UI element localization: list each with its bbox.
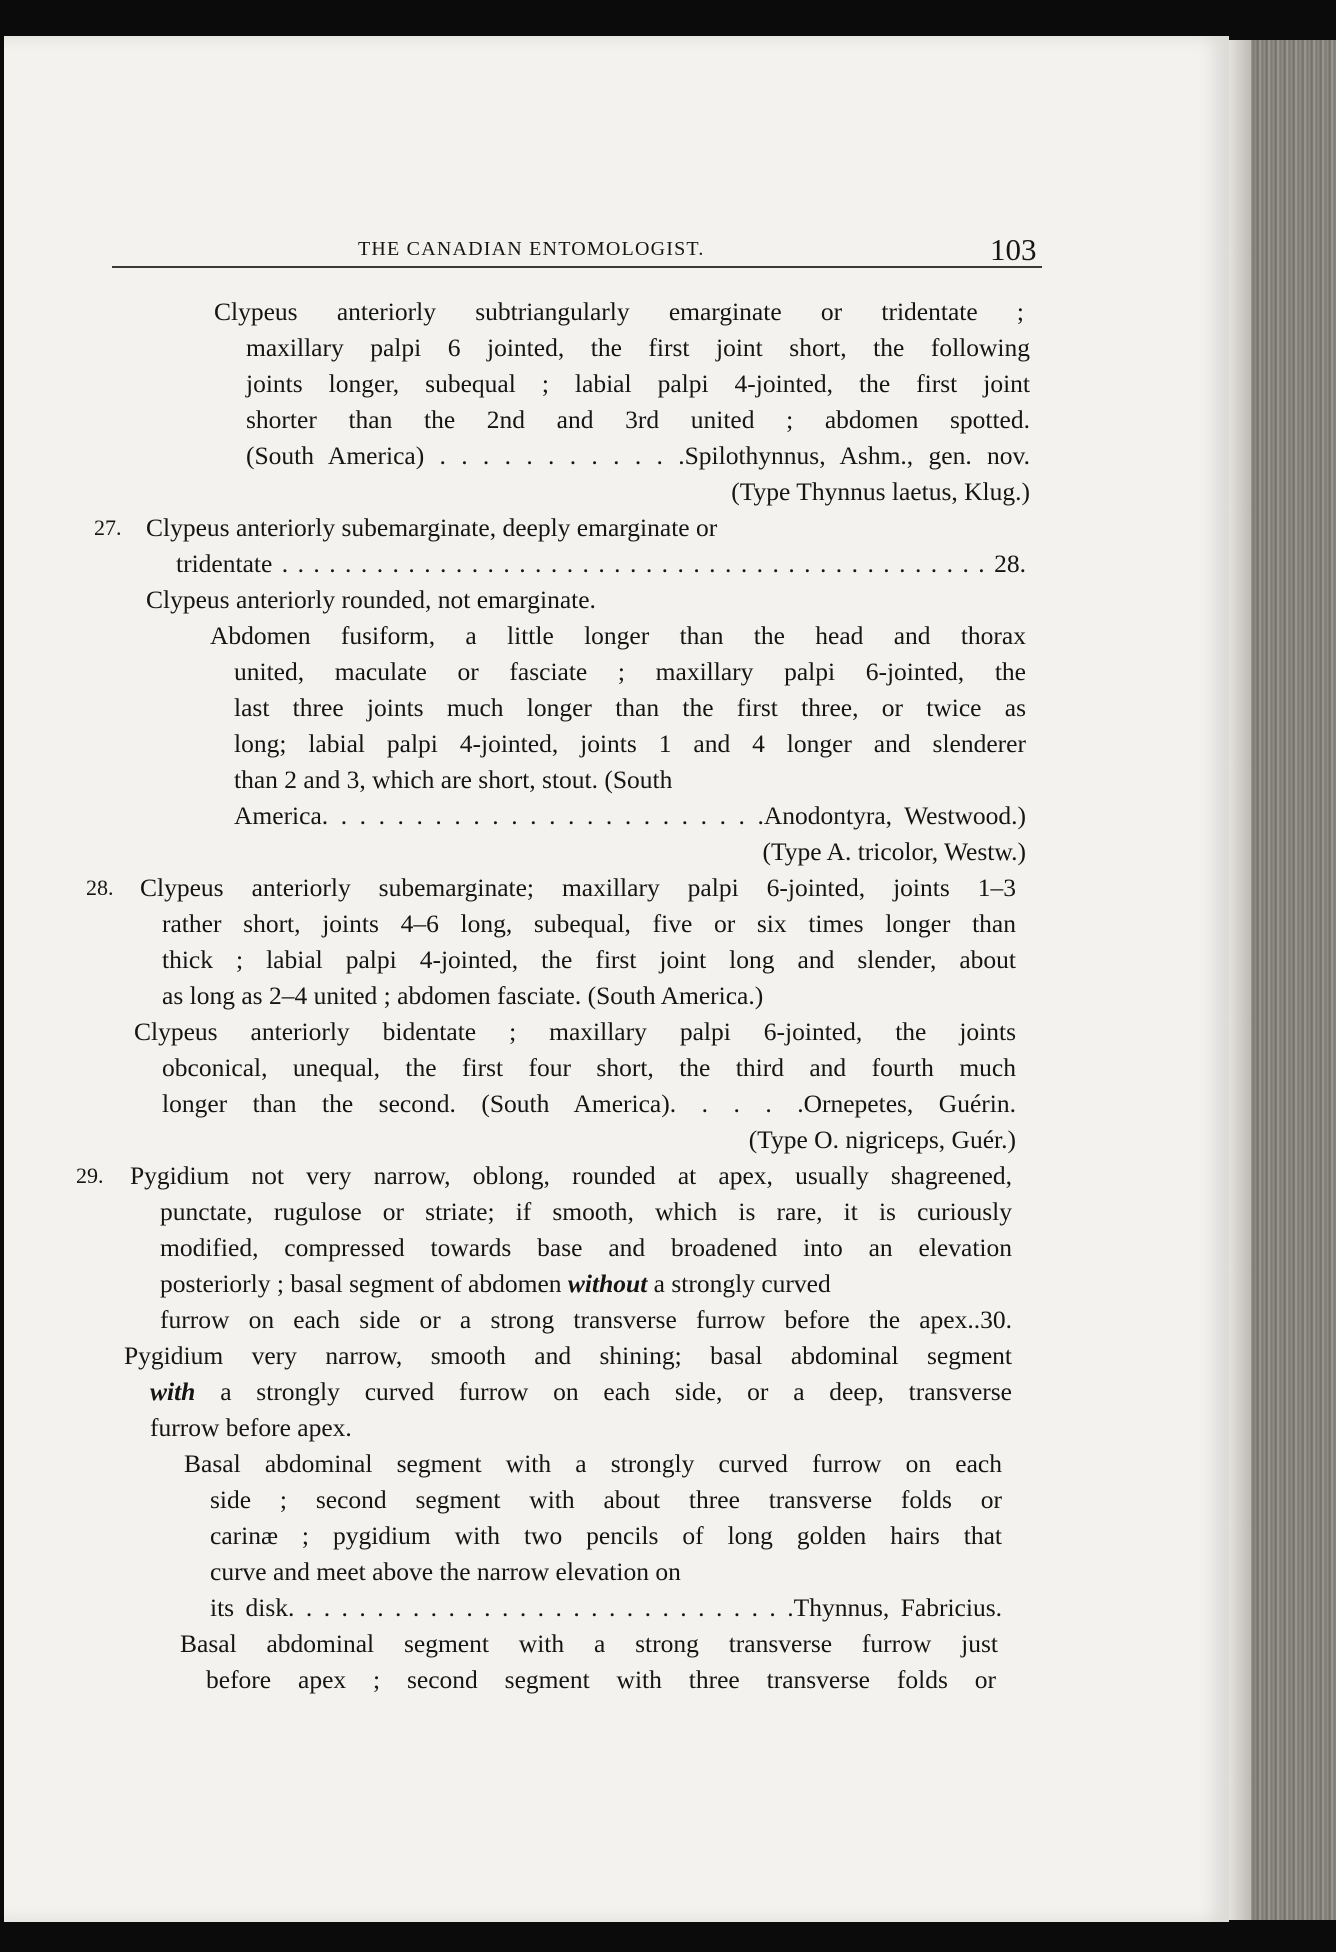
page-number: 103 (990, 232, 1037, 267)
couplet-number: 27. (94, 515, 122, 540)
text-line (160, 1269, 831, 1299)
text-line: Pygidium very narrow, smooth and shining; basal abdominal segment (124, 1341, 1012, 1370)
text-line: rather short, joints 4–6 long, subequal, five or six times longer than (162, 909, 1016, 938)
text-line: Clypeus anteriorly subemarginate; maxillary palpi 6-jointed, joints 1–3 (140, 873, 1016, 902)
text-line: Pygidium not very narrow, oblong, rounded at apex, usually shagreened, (130, 1161, 1012, 1190)
text-line: Clypeus anteriorly subemarginate, deeply emarginate or (146, 513, 718, 542)
text-line: than 2 and 3, which are short, stout. (South (234, 765, 673, 794)
text-line: long; labial palpi 4-jointed, joints 1 and 4 longer and slenderer (234, 729, 1026, 758)
text-line: Clypeus anteriorly bidentate ; maxillary palpi 6-jointed, the joints (134, 1017, 1016, 1046)
text-line: Clypeus anteriorly rounded, not emarginate. (146, 585, 596, 614)
text-line: Clypeus anteriorly subtriangularly emarginate or tridentate ; (214, 297, 1024, 326)
text-line: furrow before apex. (150, 1413, 352, 1442)
text-line: curve and meet above the narrow elevation on (210, 1557, 681, 1586)
text-line: united, maculate or fasciate ; maxillary palpi 6-jointed, the (234, 657, 1026, 686)
text-line: last three joints much longer than the first three, or twice as (234, 693, 1026, 722)
text-line: longer than the second. (South America). . . . .Ornepetes, Guérin. (162, 1089, 1016, 1118)
text-line: America. . . . . . . . . . . . . . . . . . . . . . . .Anodontyra, Westwood.) (234, 801, 1026, 830)
text-line: (South America) . . . . . . . . . . . .Spilothynnus, Ashm., gen. nov. (246, 441, 1030, 470)
text-segment: posteriorly ; basal segment of abdomen (160, 1269, 562, 1298)
text-line: Abdomen fusiform, a little longer than the head and thorax (210, 621, 1026, 650)
text-line (150, 1377, 1012, 1407)
text-line: Basal abdominal segment with a strong transverse furrow just (180, 1629, 998, 1658)
emphasis-without: without (567, 1269, 648, 1298)
emphasis-with: with (150, 1377, 196, 1406)
text-line: (Type O. nigriceps, Guér.) (748, 1125, 1016, 1154)
text-line: joints longer, subequal ; labial palpi 4-jointed, the first joint (246, 369, 1030, 398)
text-line: tridentate . . . . . . . . . . . . . . . . . . . . . . . . . . . . . . . . . . . . . . . . . . . . . 28. (176, 549, 1026, 578)
text-line: carinæ ; pygidium with two pencils of long golden hairs that (210, 1521, 1002, 1550)
text-line: (Type A. tricolor, Westw.) (762, 837, 1026, 866)
text-line: obconical, unequal, the first four short, the third and fourth much (162, 1053, 1016, 1082)
text-line: as long as 2–4 united ; abdomen fasciate. (South America.) (162, 981, 764, 1010)
text-line: punctate, rugulose or striate; if smooth, which is rare, it is curiously (160, 1197, 1012, 1226)
text-line: shorter than the 2nd and 3rd united ; abdomen spotted. (246, 405, 1030, 434)
text-line: before apex ; second segment with three transverse folds or (206, 1665, 996, 1694)
text-line: thick ; labial palpi 4-jointed, the first joint long and slender, about (162, 945, 1016, 974)
text-line: its disk. . . . . . . . . . . . . . . . . . . . . . . . . . . . .Thynnus, Fabricius. (210, 1593, 1002, 1622)
couplet-number: 29. (76, 1163, 104, 1188)
running-title: THE CANADIAN ENTOMOLOGIST. (358, 238, 705, 260)
couplet-number: 28. (86, 875, 114, 900)
text-line: modified, compressed towards base and broadened into an elevation (160, 1233, 1012, 1262)
text-segment: a strongly curved (653, 1269, 831, 1298)
text-line: Basal abdominal segment with a strongly curved furrow on each (184, 1449, 1002, 1478)
text-line: maxillary palpi 6 jointed, the first joint short, the following (246, 333, 1030, 362)
text-line: furrow on each side or a strong transverse furrow before the apex..30. (160, 1305, 1012, 1334)
text-segment: a strongly curved furrow on each side, or a deep, transverse (220, 1377, 1012, 1406)
text-line: (Type Thynnus laetus, Klug.) (731, 477, 1030, 506)
text-line: side ; second segment with about three transverse folds or (210, 1485, 1002, 1514)
